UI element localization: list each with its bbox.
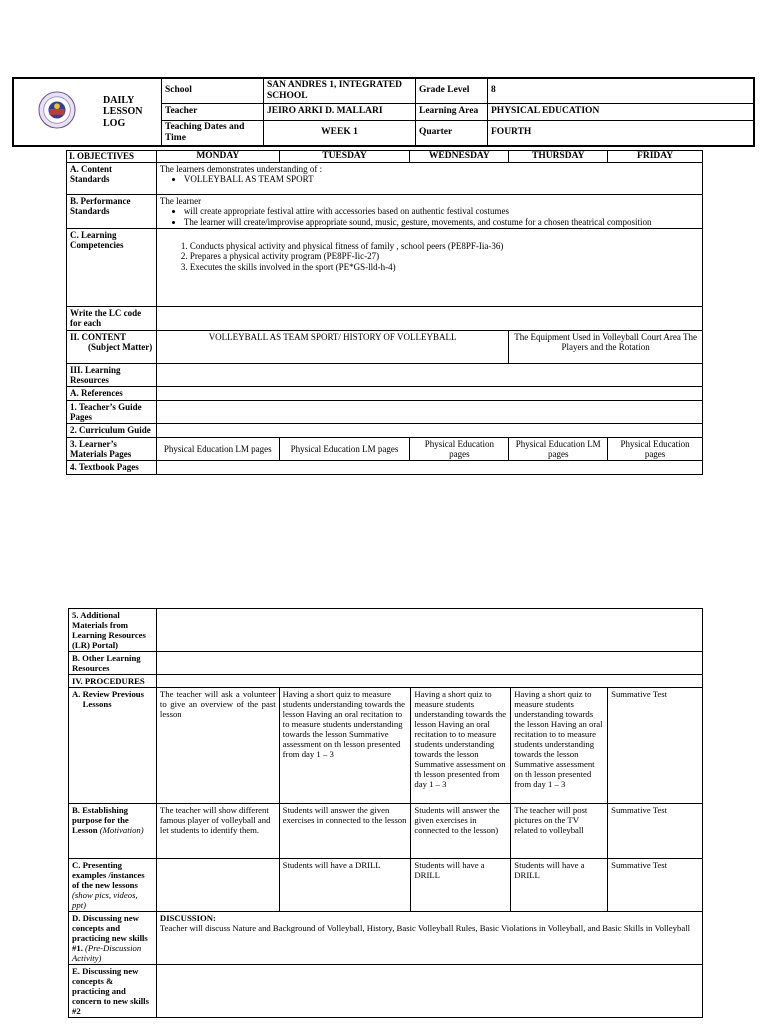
teachers-guide-label: 1. Teacher’s Guide Pages [67,400,157,424]
review-lessons-label: A. Review Previous Lessons [69,688,157,804]
list-item: 3. Executes the skills involved in the sport (PE*GS-lld-h-4) [190,262,699,272]
presenting-thursday: Students will have a DRILL [511,859,608,912]
teacher-label: Teacher [162,103,264,120]
procedures-table [68,608,703,1018]
objectives-heading: I. OBJECTIVES [67,151,157,163]
list-item: • The learner will create/improvise appropriate sound, music, gesture, movements, and costume for a chosen theatrical composition [184,217,699,227]
content-label: II. CONTENT (Subject Matter) [67,330,157,363]
review-tuesday: Having a short quiz to measure students understanding towards the lesson Having an oral recitation to to measure students understanding towards the lesson Summative assessment on th lesson presented from day 1 – 3 [279,688,411,804]
presenting-monday [156,859,279,912]
day-tuesday: TUESDAY [279,151,410,163]
textbook-pages-label: 4. Textbook Pages [67,461,157,474]
review-monday: The teacher will ask a volunteer to give an overview of the past lesson [156,688,279,804]
other-resources-value [156,652,702,675]
presenting-wednesday: Students will have a DRILL [411,859,511,912]
teachers-guide-value [156,400,702,424]
quarter-value: FOURTH [488,120,755,145]
quarter-label: Quarter [416,120,488,145]
presenting-friday: Summative Test [608,859,703,912]
purpose-label: B. Establishing purpose for the Lesson (Motivation) [69,804,157,859]
teacher-value: JEIRO ARKI D. MALLARI [264,103,416,120]
lc-code-value [156,306,702,330]
header-table [12,77,755,147]
procedures-label: IV. PROCEDURES [69,675,157,688]
review-friday: Summative Test [608,688,703,804]
content-value-b: The Equipment Used in Volleyball Court Area The Players and the Rotation [509,330,703,363]
purpose-tuesday: Students will answer the given exercises in connected to the lesson [279,804,411,859]
learners-materials-monday: Physical Education LM pages [156,437,279,461]
learners-materials-thursday: Physical Education LM pages [509,437,608,461]
additional-materials-value [156,609,702,652]
learning-competencies-label: C. Learning Competencies [67,228,157,306]
textbook-pages-value [156,461,702,474]
purpose-thursday: The teacher will post pictures on the TV related to volleyball [511,804,608,859]
discussing-2-value [156,965,702,1018]
content-standards-value: The learners demonstrates understanding of : • VOLLEYBALL AS TEAM SPORT [156,162,702,194]
lc-code-label: Write the LC code for each [67,306,157,330]
dates-label: Teaching Dates and Time [162,120,264,145]
purpose-monday: The teacher will show different famous player of volleyball and let students to identify them. [156,804,279,859]
learning-competencies-value [156,228,702,306]
learners-materials-tuesday: Physical Education LM pages [279,437,410,461]
day-thursday: THURSDAY [509,151,608,163]
content-value-a: VOLLEYBALL AS TEAM SPORT/ HISTORY OF VOLLEYBALL [156,330,508,363]
day-monday: MONDAY [156,151,279,163]
school-value: SAN ANDRES 1, INTEGRATED SCHOOL [264,78,416,103]
presenting-tuesday: Students will have a DRILL [279,859,411,912]
deped-seal-icon [38,91,76,129]
dates-value: WEEK 1 [264,120,416,145]
list-item: 2. Prepares a physical activity program (PE8PF-Iic-27) [190,251,699,261]
deped-seal-cell [13,78,100,146]
review-thursday: Having a short quiz to measure students understanding towards the lesson Having an oral recitation to to measure students understanding towards the lesson Summative assessment on th lesson presented from day 1 – 3 [511,688,608,804]
learning-resources-value [156,363,702,387]
purpose-friday: Summative Test [608,804,703,859]
presenting-label: C. Presenting examples /instances of the new lessons (show pics, videos, ppt) [69,859,157,912]
learning-resources-label: III. Learning Resources [67,363,157,387]
curriculum-guide-value [156,424,702,437]
review-wednesday: Having a short quiz to measure students understanding towards the lesson Having an oral recitation to to measure students understanding towards the lesson Summative assessment on th lesson presented from day 1 – 3 [411,688,511,804]
procedures-value [156,675,702,688]
school-label: School [162,78,264,103]
performance-standards-label: B. Performance Standards [67,194,157,228]
day-wednesday: WEDNESDAY [410,151,509,163]
dll-title: DAILY LESSON LOG [100,78,162,146]
learners-materials-friday: Physical Education pages [608,437,703,461]
learners-materials-label: 3. Learner’s Materials Pages [67,437,157,461]
references-label: A. References [67,387,157,400]
performance-standards-value: The learner • will create appropriate festival attire with accessories based on authentic festival costumes • The learner will create/improvise appropriate sound, music, gesture, movements, and costume for a chosen theatrical composition [156,194,702,228]
list-item: • VOLLEYBALL AS TEAM SPORT [184,174,699,184]
list-item: • will create appropriate festival attire with accessories based on authentic festival costumes [184,206,699,216]
grade-label: Grade Level [416,78,488,103]
discussing-2-label: E. Discussing new concepts & practicing and concern to new skills #2 [69,965,157,1018]
learners-materials-wednesday: Physical Education pages [410,437,509,461]
objectives-table [66,150,703,475]
discussion-value: DISCUSSION: Teacher will discuss Nature and Background of Volleyball, History, Basic Volleyball Rules, Basic Violations in Volleyball, and Basic Skills in Volleyball [156,912,702,965]
day-friday: FRIDAY [608,151,703,163]
references-value [156,387,702,400]
grade-value: 8 [488,78,755,103]
list-item: 1. Conducts physical activity and physical fitness of family , school peers (PE8PF-Iia-36) [190,241,699,251]
purpose-wednesday: Students will answer the given exercises in connected to the lesson) [411,804,511,859]
discussing-label: D. Discussing new concepts and practicing new skills #1. (Pre-Discussion Activity) [69,912,157,965]
content-standards-label: A. Content Standards [67,162,157,194]
other-resources-label: B. Other Learning Resources [69,652,157,675]
additional-materials-label: 5. Additional Materials from Learning Resources (LR) Portal) [69,609,157,652]
learning-area-value: PHYSICAL EDUCATION [488,103,755,120]
learning-area-label: Learning Area [416,103,488,120]
curriculum-guide-label: 2. Curriculum Guide [67,424,157,437]
